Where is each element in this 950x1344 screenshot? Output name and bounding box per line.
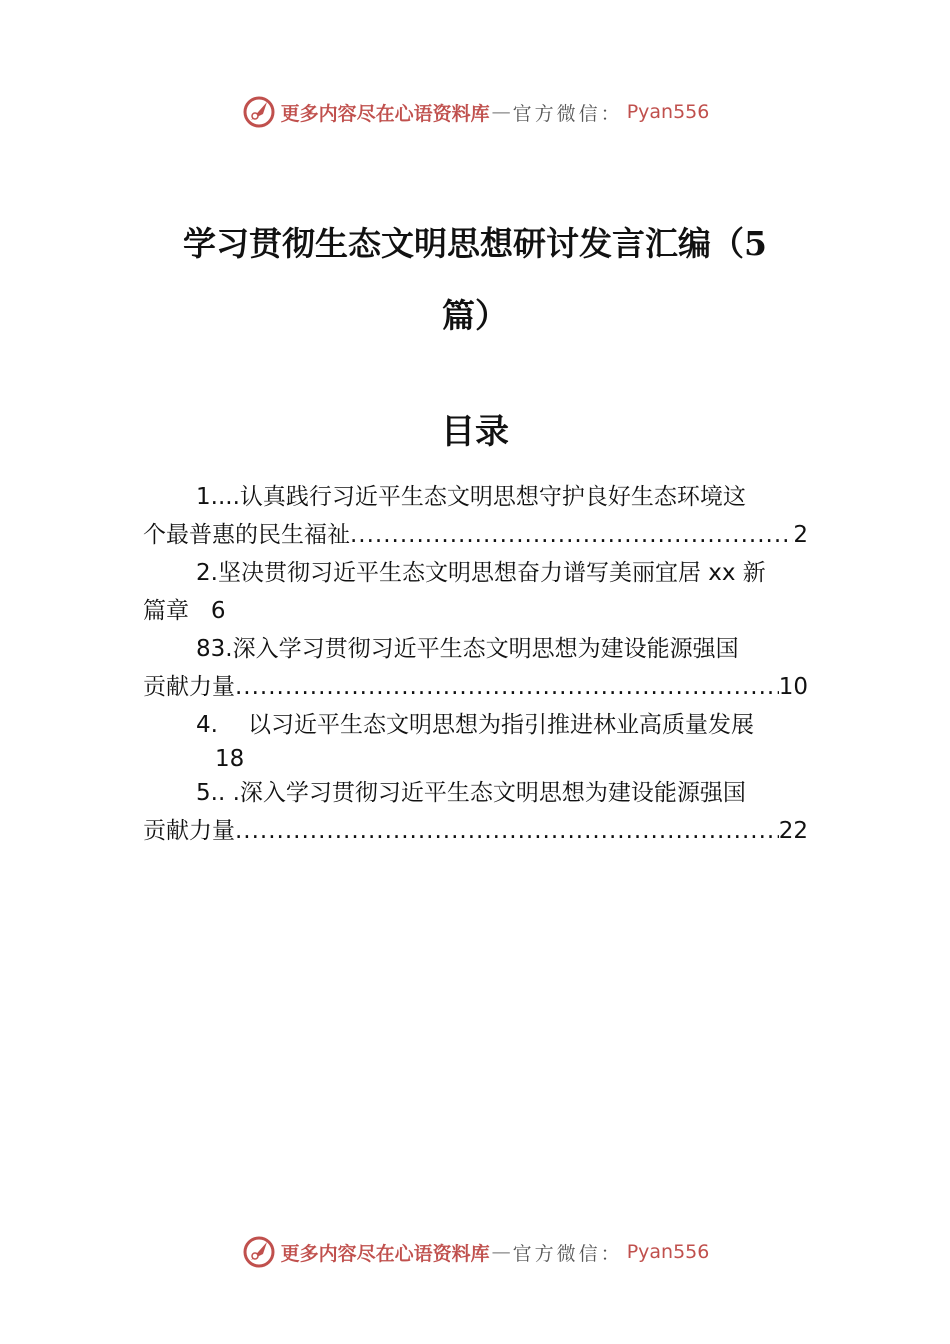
quill-logo-icon — [241, 1234, 277, 1270]
watermark-main-text: 更多内容尽在心语资料库 — [280, 102, 490, 125]
header-watermark — [0, 94, 950, 130]
document-title — [0, 208, 950, 352]
toc-item-2[interactable] — [143, 554, 808, 630]
toc-item-4-line-1 — [143, 706, 808, 744]
toc-item-5-line-1: 5.. .深入学习贯彻习近平生态文明思想为建设能源强国 — [196, 780, 746, 806]
toc-item-4-page: 18 — [215, 746, 245, 772]
watermark-main-text: 更多内容尽在心语资料库 — [280, 1242, 490, 1265]
footer-watermark — [0, 1234, 950, 1270]
toc-item-5-text: 贡献力量 — [143, 818, 235, 844]
toc-item-3-page: 10 — [778, 674, 808, 700]
toc-item-5-page: 22 — [778, 818, 808, 844]
table-of-contents — [143, 478, 808, 850]
dot-leader — [235, 668, 779, 706]
toc-item-4-number: 4. — [196, 712, 218, 738]
toc-item-2-line-2: 篇章 6 — [143, 598, 226, 624]
toc-item-1-page: 2 — [793, 522, 808, 548]
toc-item-4-text: 以习近平生态文明思想为指引推进林业高质量发展 — [247, 712, 754, 738]
toc-item-3-line-1: 83.深入学习贯彻习近平生态文明思想为建设能源强国 — [196, 636, 739, 662]
title-line-2: 篇） — [442, 296, 508, 335]
toc-item-5[interactable] — [143, 774, 808, 850]
watermark-wechat-id: Pyan556 — [626, 1241, 710, 1263]
toc-heading: 目录 — [441, 412, 509, 452]
toc-item-3-line-2 — [143, 668, 808, 706]
title-line-1: 学习贯彻生态文明思想研讨发言汇编（5 — [183, 224, 767, 263]
watermark-sub-text: 官方微信： — [512, 1242, 623, 1265]
watermark-wechat-id: Pyan556 — [626, 101, 710, 123]
toc-item-3-text: 贡献力量 — [143, 674, 235, 700]
toc-item-1[interactable] — [143, 478, 808, 554]
watermark-separator: — — [491, 101, 511, 123]
toc-item-1-line-2 — [143, 516, 808, 554]
dot-leader — [235, 812, 779, 850]
toc-item-4[interactable] — [143, 706, 808, 774]
toc-item-1-text: 个最普惠的民生福祉 — [143, 522, 350, 548]
toc-item-2-line-1: 2.坚决贯彻习近平生态文明思想奋力谱写美丽宜居 xx 新 — [196, 560, 766, 586]
dot-leader — [350, 516, 793, 554]
toc-item-3[interactable] — [143, 630, 808, 706]
toc-item-5-line-2 — [143, 812, 808, 850]
watermark-sub-text: 官方微信： — [512, 102, 623, 125]
toc-item-1-line-1: 1....认真践行习近平生态文明思想守护良好生态环境这 — [196, 484, 746, 510]
watermark-separator: — — [491, 1241, 511, 1263]
quill-logo-icon — [241, 94, 277, 130]
